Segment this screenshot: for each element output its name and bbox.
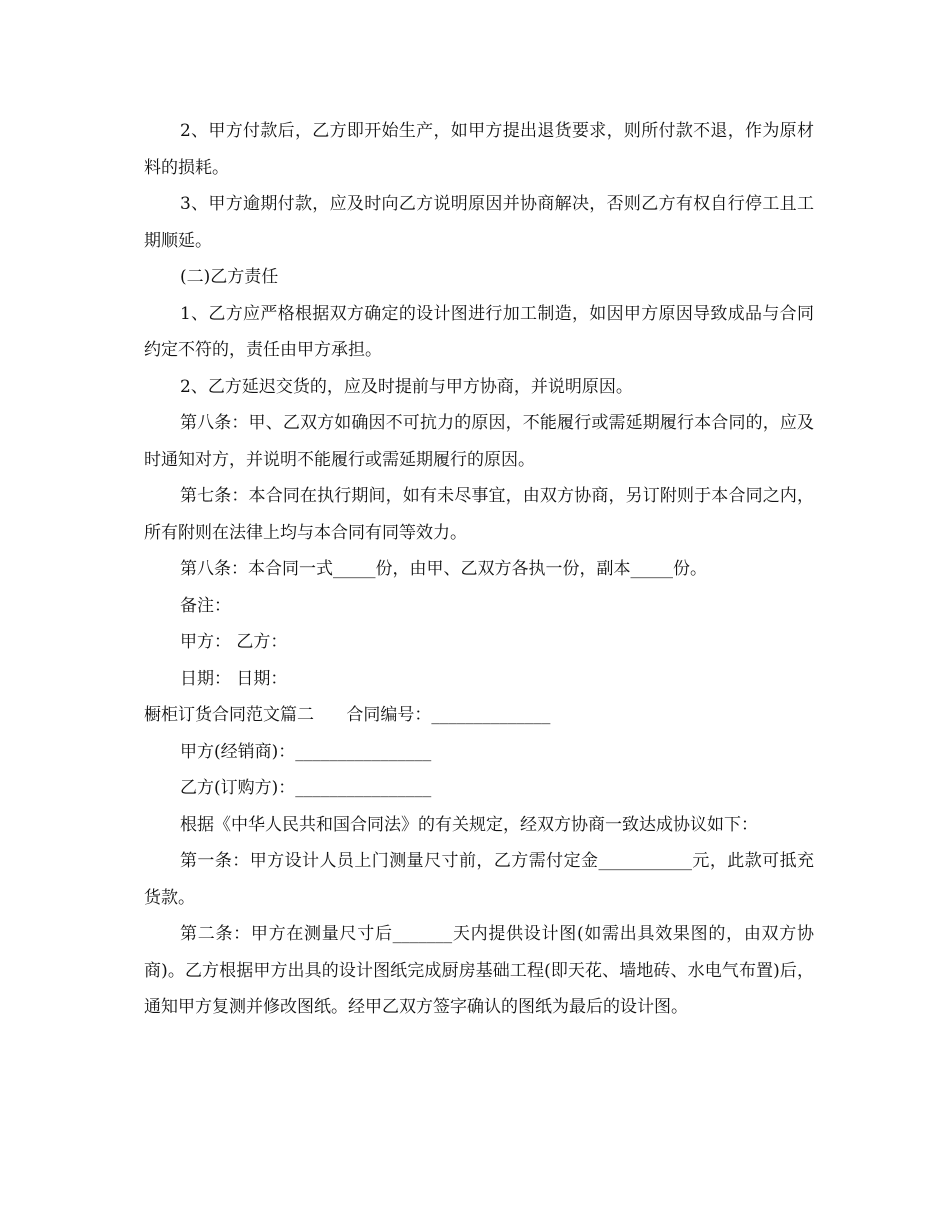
paragraph: 2、甲方付款后，乙方即开始生产，如甲方提出退货要求，则所付款不退，作为原材料的损耗。 <box>144 121 814 178</box>
paragraph: 1、乙方应严格根据双方确定的设计图进行加工制造，如因甲方原因导致成品与合同约定不符的，责任由甲方承担。 <box>144 303 814 360</box>
paragraph: 第八条：本合同一式_____份，由甲、乙双方各执一份，副本_____份。 <box>180 559 707 579</box>
paragraph: 第八条：甲、乙双方如确因不可抗力的原因，不能履行或需延期履行本合同的，应及时通知对方，并说明不能履行或需延期履行的原因。 <box>144 413 814 470</box>
date-signature-line: 日期： 日期： <box>180 668 288 689</box>
party-signature-line: 甲方： 乙方： <box>180 632 288 652</box>
remarks-label: 备注： <box>180 595 231 616</box>
paragraph: 2、乙方延迟交货的，应及时提前与甲方协商，并说明原因。 <box>180 376 633 397</box>
paragraph: 第七条：本合同在执行期间，如有未尽事宜，由双方协商，另订附则于本合同之内，所有附则在法律上均与本合同有同等效力。 <box>144 486 814 543</box>
document-body <box>144 113 814 1026</box>
paragraph: 3、甲方逾期付款，应及时向乙方说明原因并协商解决，否则乙方有权自行停工且工期顺延。 <box>144 194 814 251</box>
party-a-field: 甲方(经销商)：________________ <box>180 741 432 762</box>
paragraph: 第二条：甲方在测量尺寸后_______天内提供设计图(如需出具效果图的，由双方协商)。乙方根据甲方出具的设计图纸完成厨房基础工程(即天花、墙地砖、水电气布置)后，通知甲方复测并修改图纸。经甲乙双方签字确认的图纸为最后的设计图。 <box>144 924 814 1017</box>
paragraph: 根据《中华人民共和国合同法》的有关规定，经双方协商一致达成协议如下： <box>180 814 758 835</box>
section-heading: (二)乙方责任 <box>180 267 279 287</box>
paragraph: 第一条：甲方设计人员上门测量尺寸前，乙方需付定金___________元，此款可抵充货款。 <box>144 851 814 908</box>
document-title-line: 橱柜订货合同范文篇二 合同编号：______________ <box>144 705 551 725</box>
party-b-field: 乙方(订购方)：________________ <box>180 778 432 798</box>
